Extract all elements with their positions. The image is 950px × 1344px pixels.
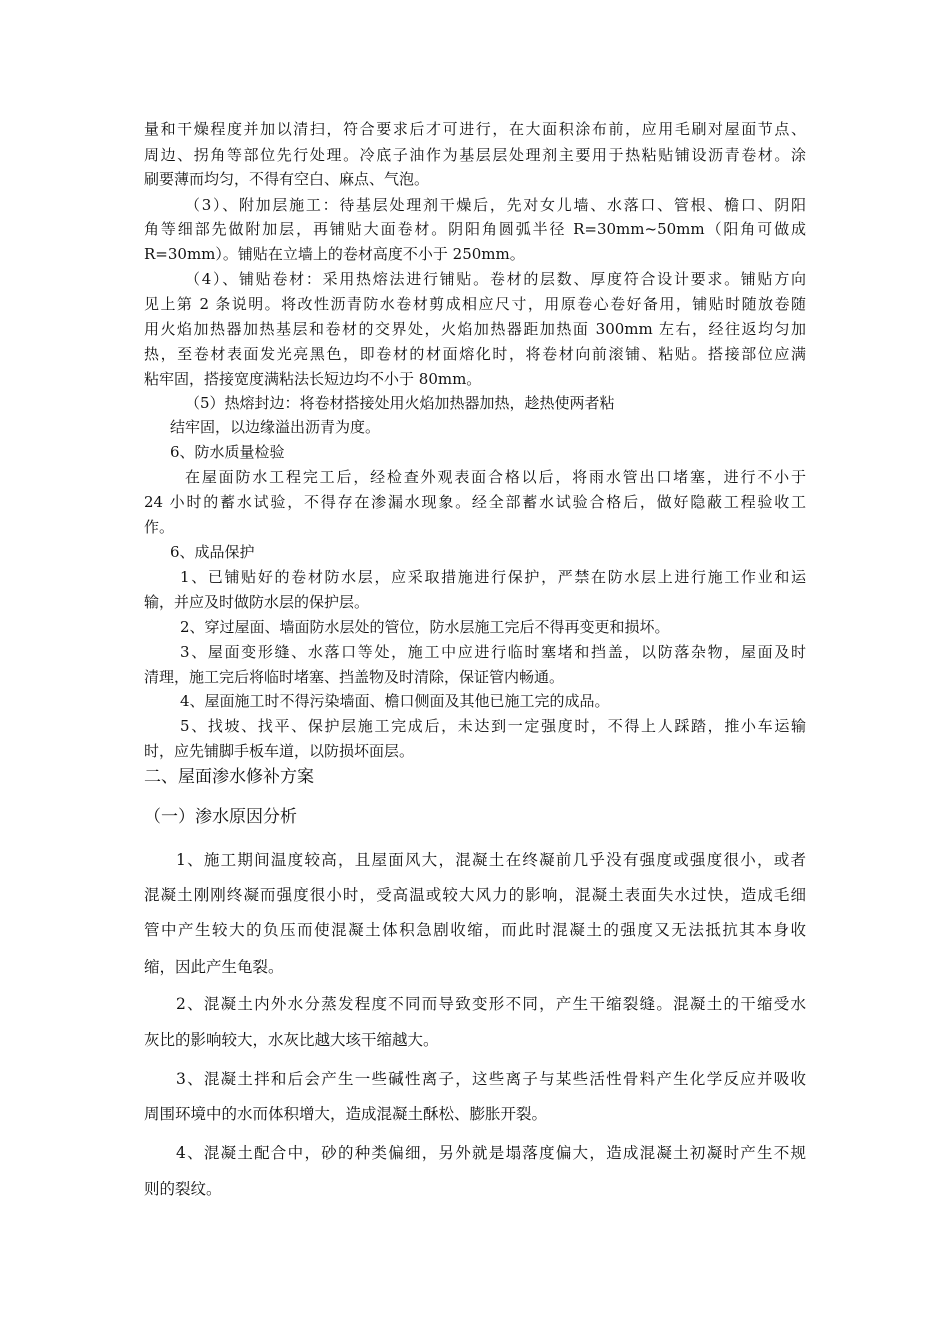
body-text-line: 作。 (144, 518, 175, 536)
body-text-line: 粘牢固，搭接宽度满粘法长短边均不小于 80mm。 (144, 370, 482, 388)
body-text-line: 清理，施工完后将临时堵塞、挡盖物及时清除，保证管内畅通。 (144, 668, 565, 686)
body-text-line: 角等细部先做附加层，再铺贴大面卷材。阴阳角圆弧半径 R=30mm~50mm（阳角可做成 (144, 220, 806, 238)
body-text-line: 结牢固，以边缘溢出沥青为度。 (170, 418, 381, 436)
body-text-line: 缩，因此产生龟裂。 (144, 958, 284, 976)
body-text-line: 输，并应及时做防水层的保护层。 (144, 593, 370, 611)
body-text-line: 在屋面防水工程完工后，经检查外观表面合格以后，将雨水管出口堵塞，进行不小于 (185, 468, 806, 486)
body-text-line: 量和干燥程度并加以清扫，符合要求后才可进行，在大面积涂布前，应用毛刷对屋面节点、 (144, 120, 806, 138)
body-text-line: （3）、附加层施工：待基层处理剂干燥后，先对女儿墙、水落口、管根、檐口、阴阳 (185, 196, 806, 214)
body-text-line: 24 小时的蓄水试验，不得存在渗漏水现象。经全部蓄水试验合格后，做好隐蔽工程验收工 (144, 493, 806, 511)
body-text-line: R=30mm）。铺贴在立墙上的卷材高度不小于 250mm。 (144, 245, 525, 263)
body-text-line: （5）热熔封边：将卷材搭接处用火焰加热器加热，趁热使两者粘 (185, 394, 615, 412)
body-text-line: 管中产生较大的负压而使混凝土体积急剧收缩，而此时混凝土的强度又无法抵抗其本身收 (144, 921, 806, 939)
body-text-line: 2、混凝土内外水分蒸发程度不同而导致变形不同，产生干缩裂缝。混凝土的干缩受水 (176, 995, 806, 1013)
subsection-title: 6、防水质量检验 (170, 443, 285, 461)
body-text-line: 1、施工期间温度较高，且屋面风大，混凝土在终凝前几乎没有强度或强度很小，或者 (176, 851, 806, 869)
body-text-line: （4）、铺贴卷材：采用热熔法进行铺贴。卷材的层数、厚度符合设计要求。铺贴方向 (185, 270, 806, 288)
body-text-line: 周边、拐角等部位先行处理。冷底子油作为基层层处理剂主要用于热粘贴铺设沥青卷材。涂 (144, 146, 806, 164)
body-text-line: 用火焰加热器加热基层和卷材的交界处，火焰加热器距加热面 300mm 左右，经往返均匀加 (144, 320, 806, 338)
body-text-line: 3、屋面变形缝、水落口等处，施工中应进行临时塞堵和挡盖，以防落杂物，屋面及时 (180, 643, 806, 661)
body-text-line: 灰比的影响较大，水灰比越大垓干缩越大。 (144, 1031, 439, 1049)
body-text-line: 见上第 2 条说明。将改性沥青防水卷材剪成相应尺寸，用原卷心卷好备用，铺贴时随放卷随 (144, 295, 806, 313)
subsection-title: 6、成品保护 (170, 543, 255, 561)
body-text-line: 热，至卷材表面发光亮黑色，即卷材的材面熔化时，将卷材向前滚铺、粘贴。搭接部位应满 (144, 345, 806, 363)
subsection-heading: （一）渗水原因分析 (144, 807, 297, 827)
body-text-line: 4、屋面施工时不得污染墙面、檐口侧面及其他已施工完的成品。 (180, 692, 610, 710)
body-text-line: 2、穿过屋面、墙面防水层处的管位，防水层施工完后不得再变更和损坏。 (180, 618, 670, 636)
body-text-line: 周围环境中的水而体积增大，造成混凝土酥松、膨胀开裂。 (144, 1105, 548, 1123)
body-text-line: 1、已铺贴好的卷材防水层，应采取措施进行保护，严禁在防水层上进行施工作业和运 (180, 568, 806, 586)
body-text-line: 刷要薄而均匀，不得有空白、麻点、气泡。 (144, 170, 430, 188)
body-text-line: 混凝土刚刚终凝而强度很小时，受高温或较大风力的影响，混凝土表面失水过快，造成毛细 (144, 886, 806, 904)
body-text-line: 4、混凝土配合中，砂的种类偏细，另外就是塌落度偏大，造成混凝土初凝时产生不规 (176, 1144, 806, 1162)
body-text-line: 时，应先铺脚手板车道，以防损坏面层。 (144, 742, 415, 760)
section-heading: 二、屋面渗水修补方案 (144, 767, 314, 787)
body-text-line: 5、找坡、找平、保护层施工完成后，未达到一定强度时，不得上人踩踏，推小车运输 (180, 717, 806, 735)
body-text-line: 3、混凝土拌和后会产生一些碱性离子，这些离子与某些活性骨料产生化学反应并吸收 (176, 1070, 806, 1088)
body-text-line: 则的裂纹。 (144, 1180, 222, 1198)
